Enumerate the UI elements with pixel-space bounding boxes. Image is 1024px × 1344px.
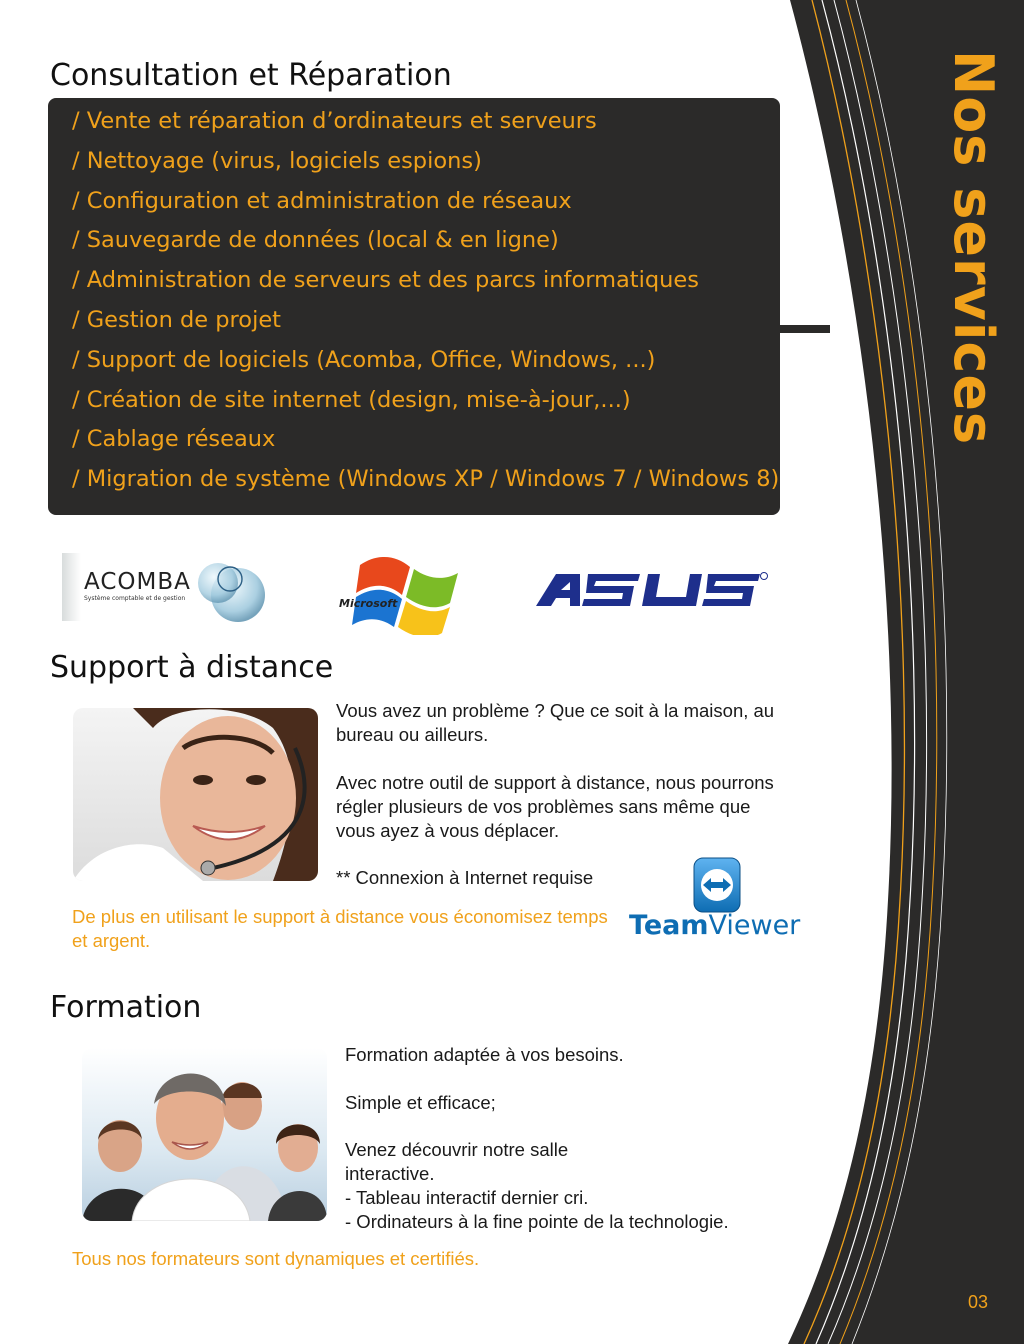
page-number: 03 [968, 1292, 989, 1312]
acomba-logo [62, 553, 298, 621]
training-team-photo [82, 1048, 327, 1221]
formation-bullet-1: - Tableau interactif dernier cri. [345, 1187, 589, 1208]
formation-paragraph-1: Formation adaptée à vos besoins. [345, 1044, 624, 1065]
teamviewer-icon [693, 857, 741, 913]
service-item: / Nettoyage (virus, logiciels espions) [72, 147, 482, 174]
support-paragraph-2: Avec notre outil de support à distance, nous pourrons régler plusieurs de vos problèmes sans même que vous ayez à vous déplacer. [336, 772, 774, 841]
service-item: / Création de site internet (design, mise-à-jour,...) [72, 386, 631, 413]
services-connector [780, 325, 830, 333]
support-heading: Support à distance [50, 650, 334, 685]
service-item: / Vente et réparation d’ordinateurs et serveurs [72, 108, 597, 134]
formation-heading: Formation [50, 990, 202, 1025]
teamviewer-logo-text: TeamViewer [629, 910, 801, 941]
support-paragraph-1: Vous avez un problème ? Que ce soit à la maison, au bureau ou ailleurs. [336, 700, 775, 745]
support-internet-note: ** Connexion à Internet requise [336, 867, 594, 888]
services-list [48, 98, 780, 515]
service-item: / Sauvegarde de données (local & en ligne) [72, 227, 559, 254]
sidebar-title: Nos services [942, 50, 1005, 446]
microsoft-windows-logo [352, 545, 464, 635]
microsoft-logo-text: Microsoft [339, 597, 398, 610]
support-savings-note: De plus en utilisant le support à distance vous économisez temps et argent. [72, 906, 608, 951]
service-item: / Migration de système (Windows XP / Windows 7 / Windows 8) [72, 466, 780, 493]
service-item: / Administration de serveurs et des parcs informatiques [72, 267, 699, 294]
consultation-heading: Consultation et Réparation [50, 58, 452, 93]
support-agent-photo [73, 708, 318, 881]
formation-bullet-2: - Ordinateurs à la fine pointe de la technologie. [345, 1211, 729, 1232]
service-item: / Configuration et administration de réseaux [72, 187, 572, 214]
asus-logo [534, 570, 770, 610]
service-item: / Gestion de projet [72, 306, 281, 333]
acomba-bubbles-icon [192, 559, 276, 623]
formation-paragraph-3: Venez découvrir notre salle interactive. [345, 1139, 569, 1184]
acomba-logo-text: ACOMBA [84, 569, 191, 595]
service-item: / Cablage réseaux [72, 426, 276, 453]
service-item: / Support de logiciels (Acomba, Office, Windows, ...) [72, 346, 656, 373]
formation-trainers-note: Tous nos formateurs sont dynamiques et certifiés. [72, 1248, 480, 1269]
formation-paragraph-2: Simple et efficace; [345, 1092, 496, 1113]
acomba-logo-tagline: Système comptable et de gestion [84, 595, 186, 602]
